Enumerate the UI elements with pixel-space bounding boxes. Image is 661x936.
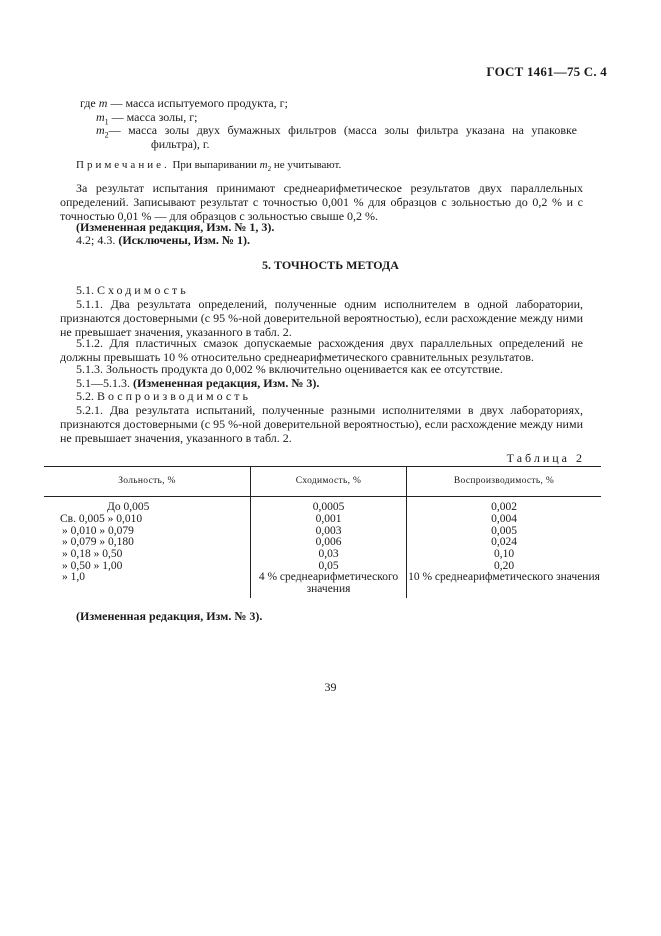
table-cell: 0,003 (315, 525, 342, 537)
paragraph-5-2-1: 5.2.1. Два результата испытаний, полученные разными исполнителями в двух лабораториях, признаются достоверными (с 95 %-ной доверительной вероятностью), если расхождение между ними не превышает значения, указанного в табл. 2. (60, 403, 583, 445)
legend-line-m2-cont: фильтра), г. (151, 137, 210, 151)
table-cell: 0,03 (318, 548, 339, 560)
table-cell: » 0,18 » 0,50 (62, 548, 123, 560)
table-cell: » 1,0 (62, 571, 85, 583)
table-caption: Таблица 2 (506, 451, 585, 465)
page-number: 39 (324, 680, 337, 694)
table-cell: 4 % среднеарифметического значения (258, 571, 399, 595)
paragraph-5-1-3: 5.1.3. Зольность продукта до 0,002 % включительно оценивается как ее отсутствие. (76, 362, 503, 376)
paragraph-5-1-2: 5.1.2. Для пластичных смазок допускаемые расхождения двух параллельных определений не должны превышать 10 % относительно среднеарифметического сравнительных результатов. (60, 336, 583, 364)
table-cell: 0,004 (491, 513, 517, 525)
table-cell: 10 % среднеарифметического значения (408, 571, 600, 583)
note: Примечание. При выпаривании $m_2$ не учитывают. (76, 159, 342, 174)
edit-note-1: (Измененная редакция, Изм. № 1, 3). (76, 220, 275, 234)
table-cell: 0,05 (318, 560, 339, 572)
edit-note-5-1: 5.1—5.1.3. (Измененная редакция, Изм. № 3). (76, 376, 320, 390)
table-cell: 0,002 (491, 501, 517, 513)
legend-line-m1: $m_1$ — масса золы, г; (96, 110, 198, 127)
paragraph-5-1-1: 5.1.1. Два результата определений, полученные одним исполнителем в одной лаборатории, признаются достоверными (с 95 %-ной доверительной вероятностью), если расхождение между ними не превышает значения, указанного в табл. 2. (60, 297, 583, 339)
section-title: 5. ТОЧНОСТЬ МЕТОДА (262, 258, 399, 272)
table-cell: 0,024 (491, 536, 517, 548)
result-paragraph: За результат испытания принимают среднеарифметическое результатов двух параллельных определений. Записывают результат с точностью 0,001 % для образцов с зольностью до 0,2 % и с точностью 0,01 % — для образцов с зольностью свыше 0,2 %. (60, 181, 583, 223)
table-header-cell: Воспроизводимость, % (453, 476, 555, 486)
page-header: ГОСТ 1461—75 С. 4 (486, 64, 607, 79)
legend-line-m: где m — масса испытуемого продукта, г; (80, 96, 288, 110)
table-cell: 0,006 (315, 536, 342, 548)
table-top-rule (44, 466, 601, 467)
table-2 (44, 466, 601, 598)
table-cell: » 0,079 » 0,180 (62, 536, 134, 548)
table-cell: » 0,50 » 1,00 (62, 560, 123, 572)
table-cell: 0,001 (315, 513, 342, 525)
table-cell: 0,005 (491, 525, 517, 537)
legend-line-m2: $m_2—$ масса золы двух бумажных фильтров (масса золы фильтра указана на упаковке (96, 123, 577, 140)
subsection-5-1-heading: 5.1. Сходимость (76, 283, 189, 297)
table-cell: » 0,010 » 0,079 (62, 525, 134, 537)
table-header-cell: Зольность, % (118, 476, 176, 486)
table-header-cell: Сходимость, % (295, 476, 362, 486)
table-cell: До 0,005 (107, 501, 150, 513)
subsection-5-2-heading: 5.2. Воспроизводимость (76, 389, 251, 403)
table-cell: 0,10 (493, 548, 515, 560)
table-cell: 0,20 (493, 560, 515, 572)
table-header-rule (44, 496, 601, 497)
excluded-line: 4.2; 4.3. (Исключены, Изм. № 1). (76, 233, 250, 247)
table-cell: Св. 0,005 » 0,010 (60, 513, 143, 525)
table-cell: 0,0005 (312, 501, 345, 513)
edit-note-final: (Измененная редакция, Изм. № 3). (76, 609, 263, 623)
